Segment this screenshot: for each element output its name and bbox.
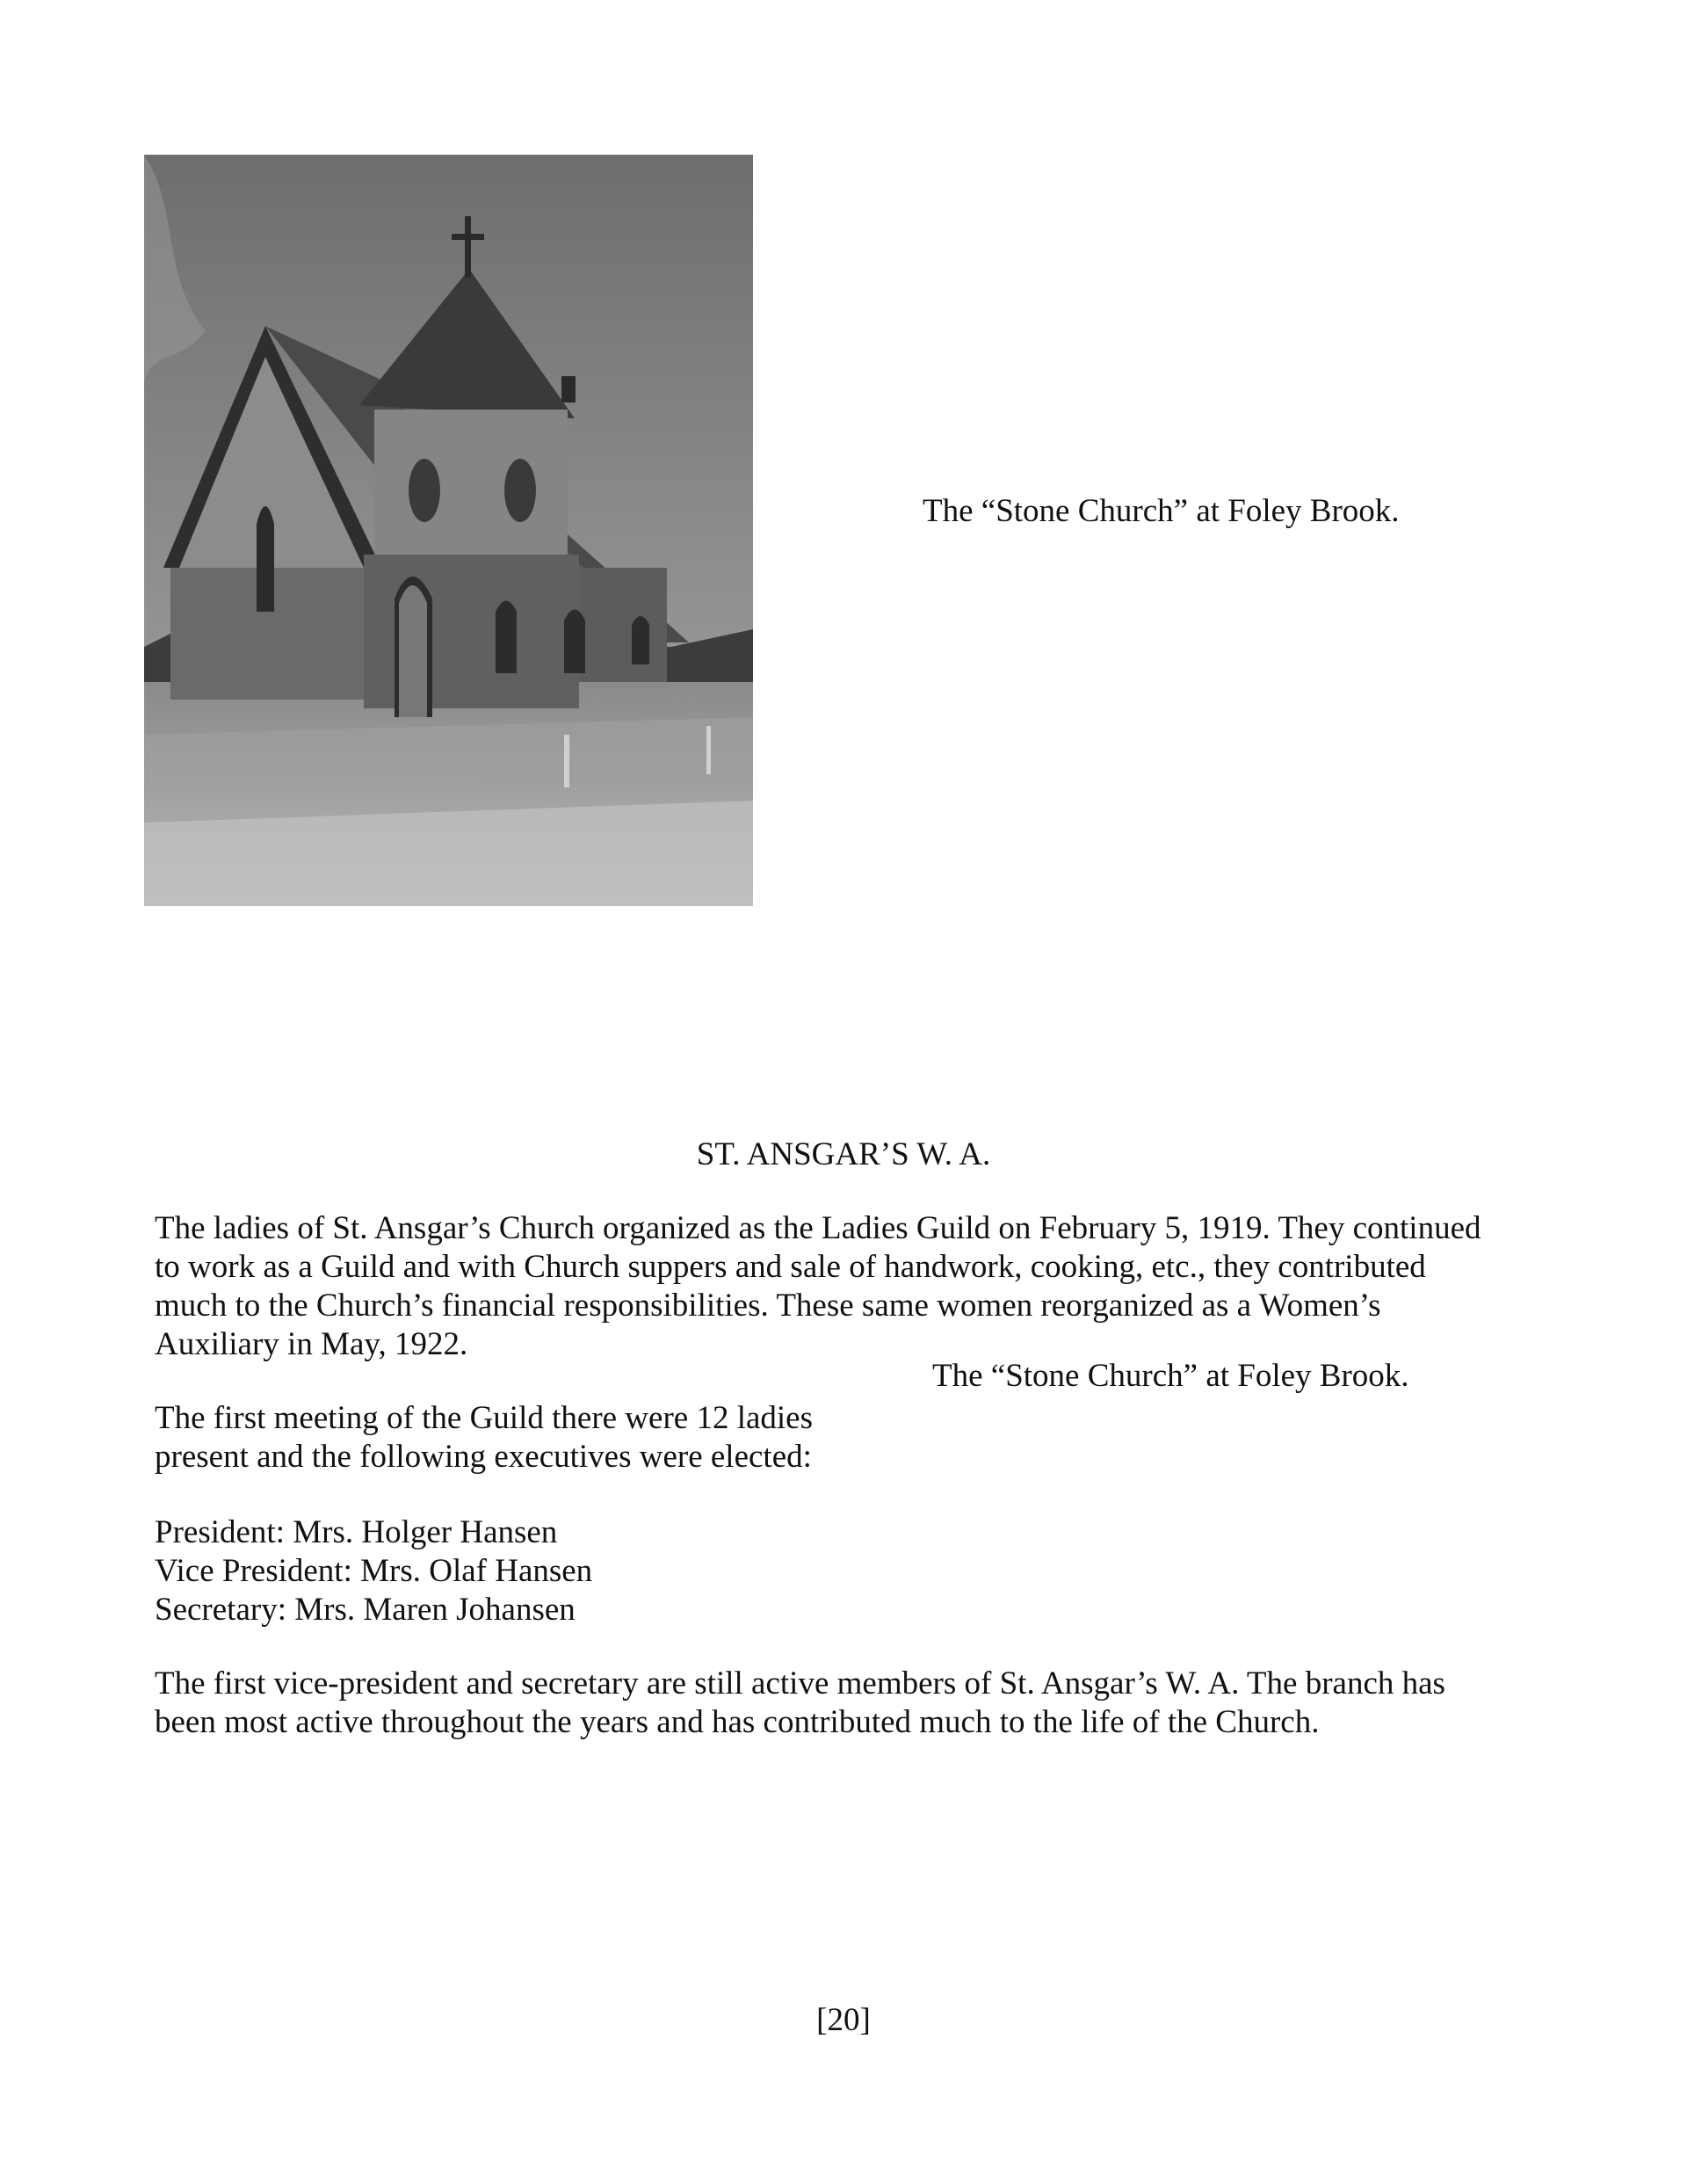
text-line: much to the Church’s financial responsibilities. These same women reorganized as a Women’s (155, 1288, 1381, 1324)
paragraph-guild-history (155, 1209, 1525, 1364)
section-heading: ST. ANSGAR’S W. A. (696, 1136, 991, 1172)
text-line: to work as a Guild and with Church suppers and sale of handwork, cooking, etc., they contributed (155, 1249, 1426, 1285)
text-line: present and the following executives were elected: (155, 1439, 812, 1475)
paragraph-current-members (155, 1665, 1525, 1742)
stone-church-photo (144, 155, 753, 906)
repeated-photo-caption: The “Stone Church” at Foley Brook. (932, 1358, 1409, 1394)
executive-president: President: Mrs. Holger Hansen (155, 1514, 558, 1550)
executive-secretary: Secretary: Mrs. Maren Johansen (155, 1592, 576, 1628)
text-line: Auxiliary in May, 1922. (155, 1326, 468, 1362)
text-line: The ladies of St. Ansgar’s Church organized as the Ladies Guild on February 5, 1919. They continued (155, 1210, 1481, 1246)
text-line: The first meeting of the Guild there were 12 ladies (155, 1400, 813, 1436)
executives-list (155, 1513, 840, 1629)
paragraph-first-meeting (155, 1399, 840, 1477)
executive-vice-president: Vice President: Mrs. Olaf Hansen (155, 1553, 593, 1589)
page-number: [20] (816, 2002, 871, 2038)
text-line: been most active throughout the years and has contributed much to the life of the Church. (155, 1704, 1320, 1740)
text-line: The first vice-president and secretary are still active members of St. Ansgar’s W. A. The branch has (155, 1665, 1445, 1701)
photo-caption: The “Stone Church” at Foley Brook. (923, 493, 1400, 529)
church-illustration (144, 155, 753, 906)
